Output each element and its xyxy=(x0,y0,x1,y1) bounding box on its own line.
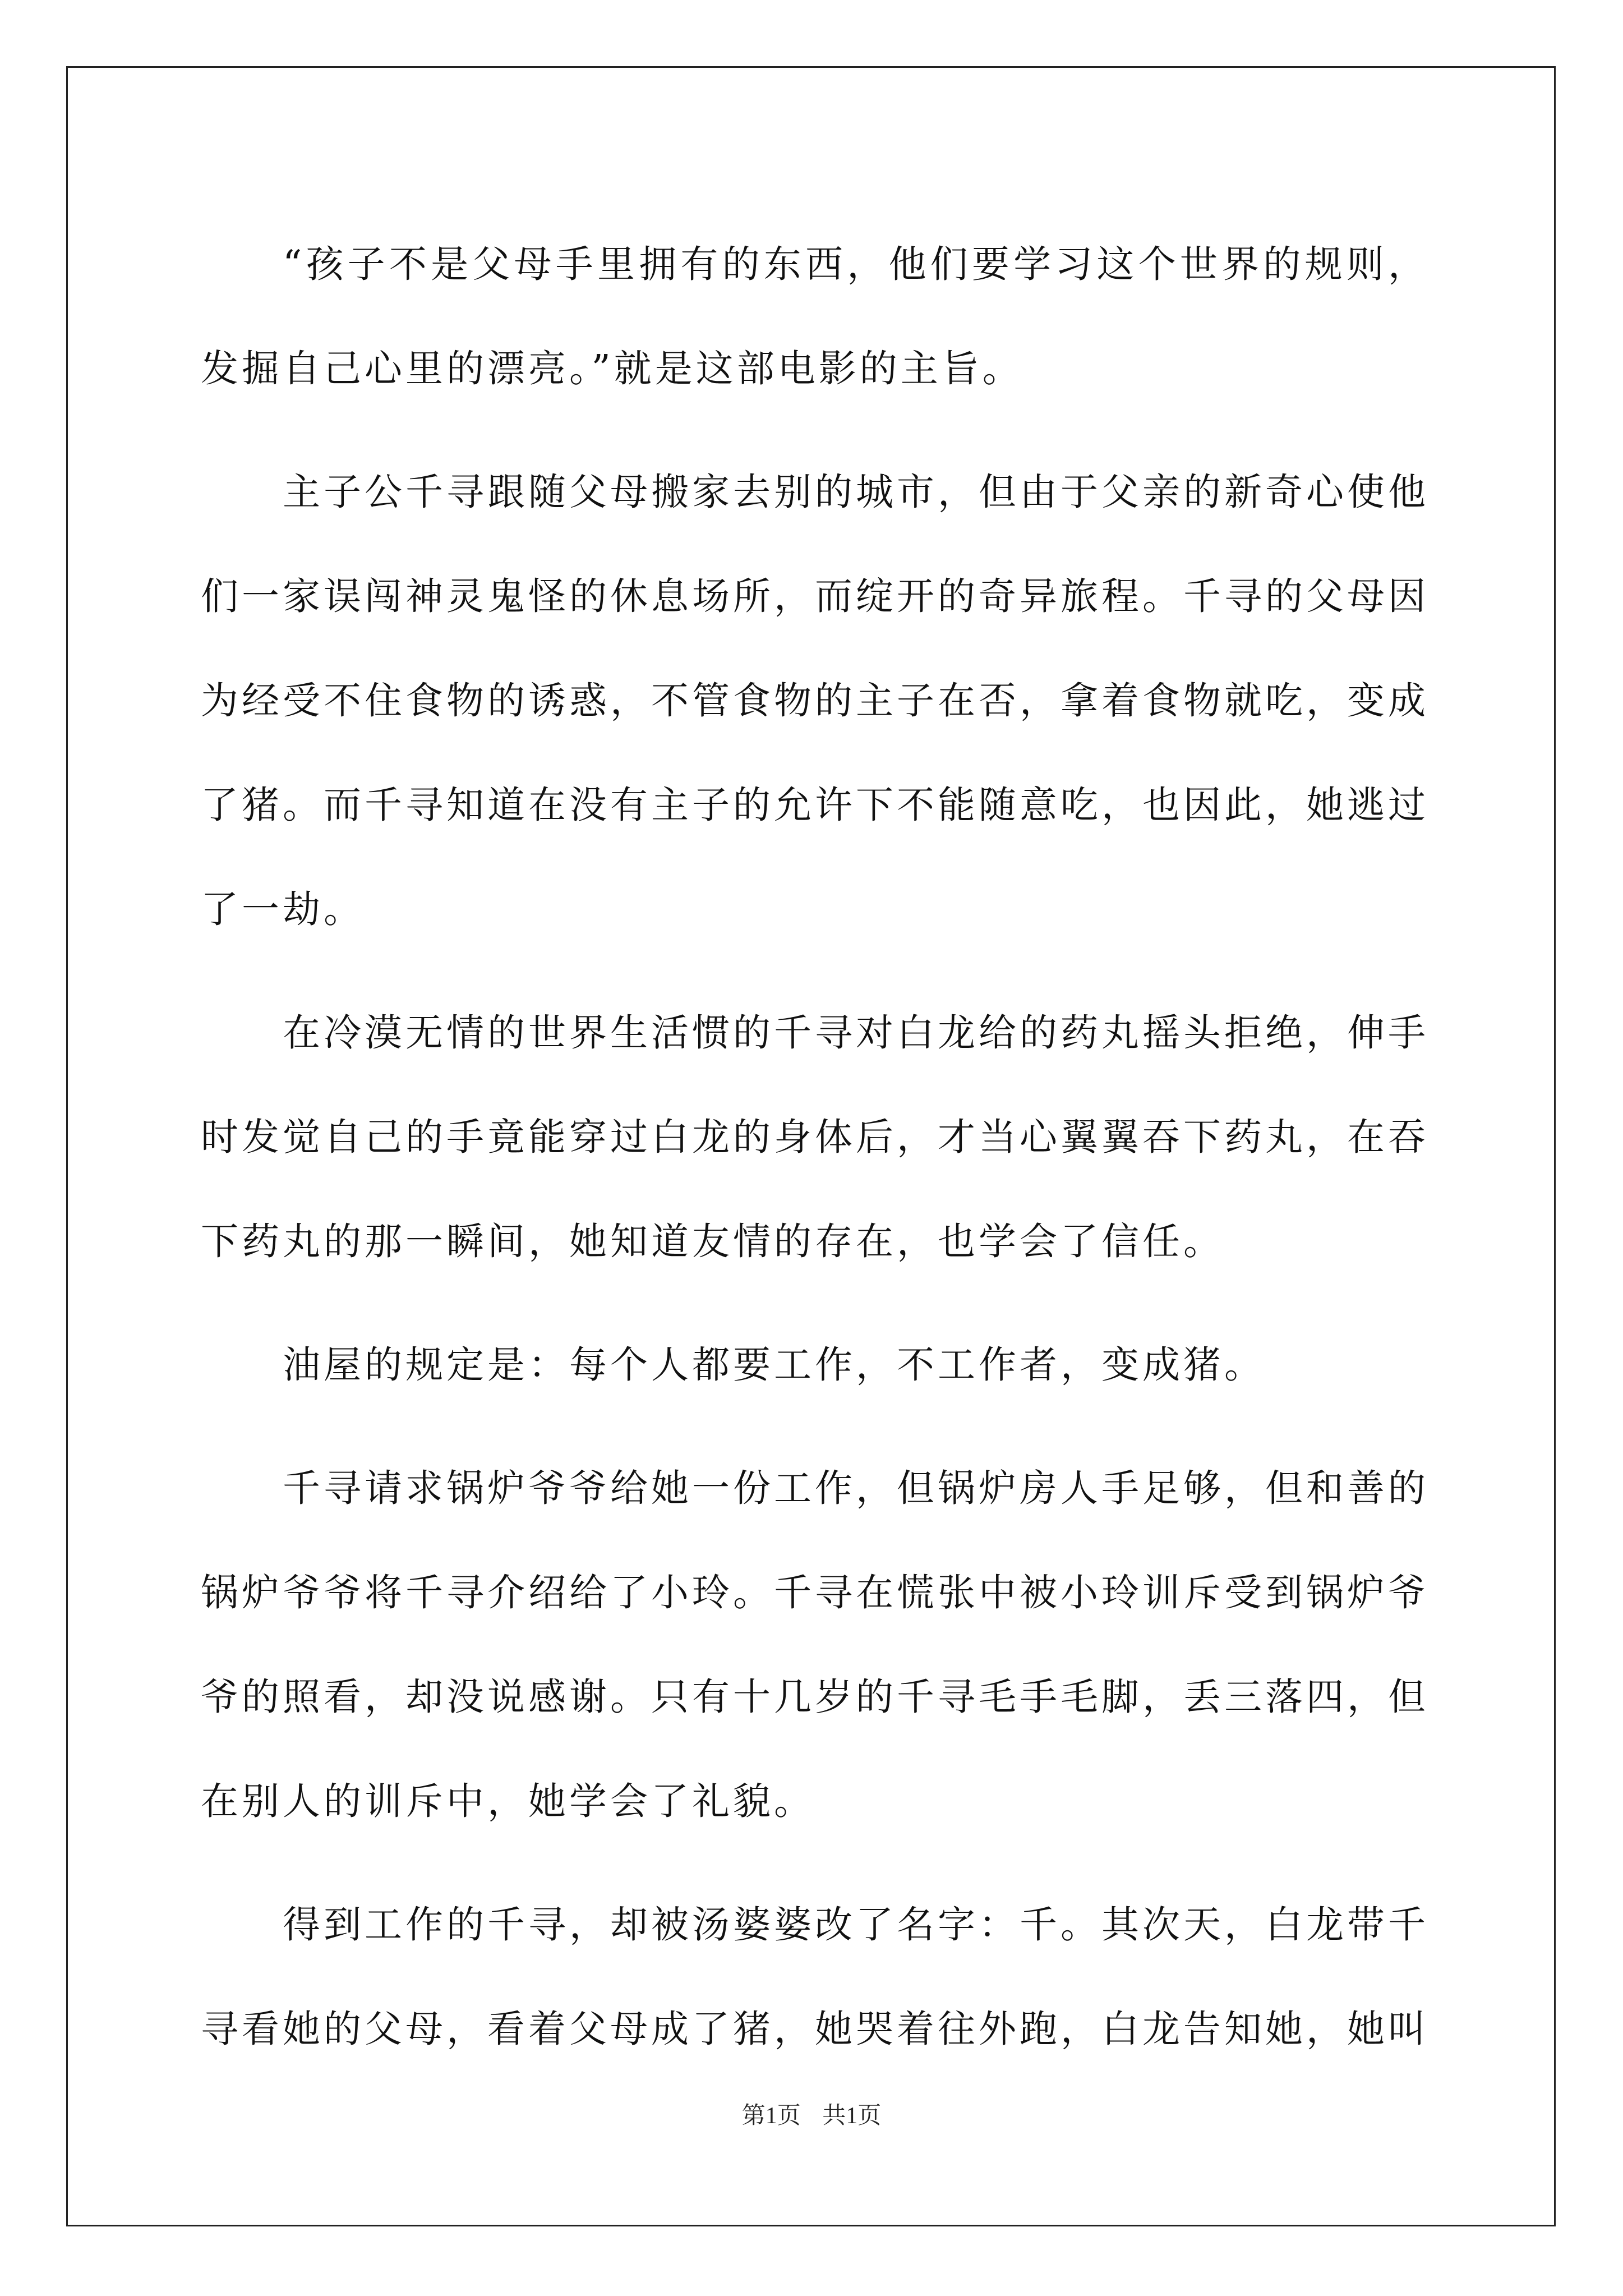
document-body xyxy=(201,212,1429,2100)
page-footer xyxy=(0,2099,1623,2133)
paragraph-5: 千寻请求锅炉爷爷给她一份工作，但锅炉房人手足够，但和善的锅炉爷爷将千寻介绍给了小玲。千寻在慌张中被小玲训斥受到锅炉爷爷的照看，却没说感谢。只有十几岁的千寻毛手毛脚，丢三落四，但在别人的训斥中，她学会了礼貌。 xyxy=(201,1466,1429,1823)
paragraph-6: 得到工作的千寻，却被汤婆婆改了名字：千。其次天，白龙带千寻看她的父母，看着父母成了猪，她哭着往外跑，白龙告知她，她叫 xyxy=(201,1903,1429,2051)
page-number-total: 共1页 xyxy=(822,2103,882,2129)
paragraph-4: 油屋的规定是：每个人都要工作，不工作者，变成猪。 xyxy=(283,1343,1265,1387)
paragraph-1: “孩子不是父母手里拥有的东西，他们要学习这个世界的规则，发掘自己心里的漂亮。”就是这部电影的主旨。 xyxy=(201,242,1429,390)
page-number-current: 第1页 xyxy=(741,2103,801,2129)
paragraph-2: 主子公千寻跟随父母搬家去别的城市，但由于父亲的新奇心使他们一家误闯神灵鬼怪的休息场所，而绽开的奇异旅程。千寻的父母因为经受不住食物的诱惑，不管食物的主子在否，拿着食物就吃，变成了猪。而千寻知道在没有主子的允许下不能随意吃，也因此，她逃过了一劫。 xyxy=(201,470,1429,931)
paragraph-3: 在冷漠无情的世界生活惯的千寻对白龙给的药丸摇头拒绝，伸手时发觉自己的手竟能穿过白龙的身体后，才当心翼翼吞下药丸，在吞下药丸的那一瞬间，她知道友情的存在，也学会了信任。 xyxy=(201,1011,1429,1263)
